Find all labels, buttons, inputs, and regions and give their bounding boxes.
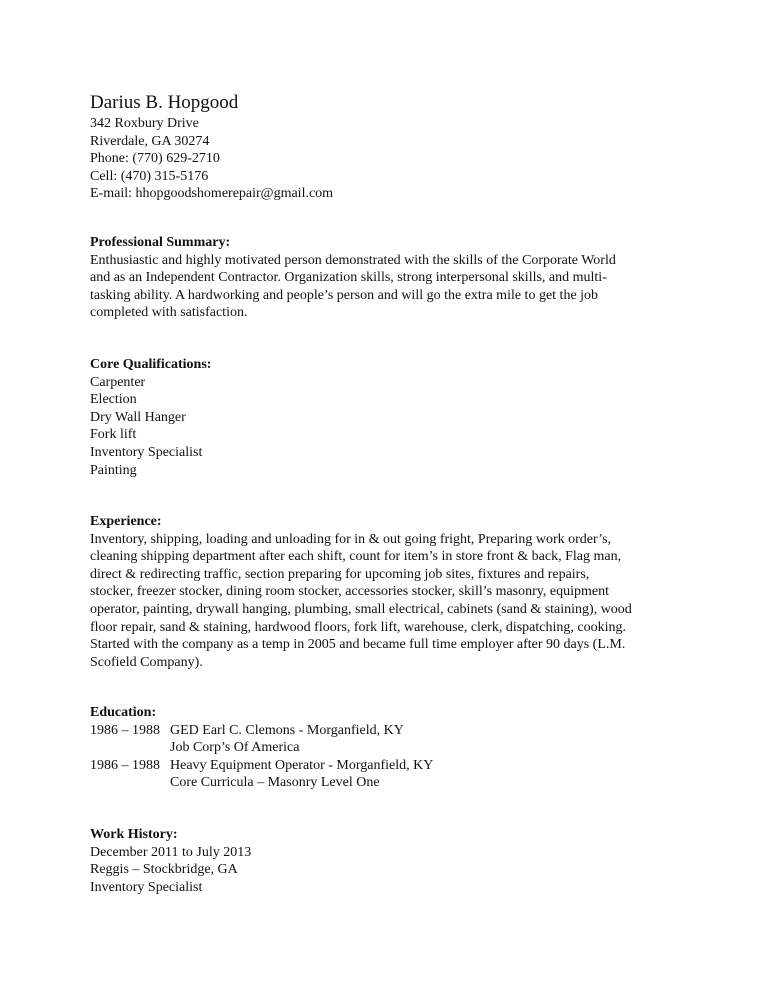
education-section [90, 704, 690, 792]
experience-line: Inventory, shipping, loading and unloading for in & out going fright, Preparing work order’s, [90, 531, 612, 547]
qualification-item: Carpenter [90, 374, 146, 390]
work-history-role: Inventory Specialist [90, 879, 203, 895]
qualification-item: Inventory Specialist [90, 444, 203, 460]
qualifications-heading: Core Qualifications: [90, 357, 212, 372]
education-entry [90, 722, 690, 740]
experience-line: Scofield Company). [90, 654, 203, 670]
education-program: GED Earl C. Clemons - Morganfield, KY [170, 722, 404, 738]
qualification-item: Election [90, 392, 137, 408]
education-curriculum: Core Curricula – Masonry Level One [170, 775, 380, 791]
summary-line: and as an Independent Contractor. Organization skills, strong interpersonal skills, and multi- [90, 270, 607, 286]
education-heading: Education: [90, 705, 157, 720]
education-program: Heavy Equipment Operator - Morganfield, KY [170, 757, 434, 773]
summary-line: completed with satisfaction. [90, 305, 248, 321]
contact-block [90, 91, 690, 203]
summary-line: tasking ability. A hardworking and people’s person and will go the extra mile to get the job [90, 287, 599, 303]
education-institution: Job Corp’s Of America [170, 740, 300, 756]
experience-line: operator, painting, drywall hanging, plumbing, small electrical, cabinets (sand & staining), wood [90, 601, 632, 617]
summary-section [90, 234, 690, 322]
address-line-1: 342 Roxbury Drive [90, 116, 199, 131]
experience-line: floor repair, sand & staining, hardwood floors, fork lift, warehouse, clerk, dispatching, cooking. [90, 619, 626, 635]
experience-line: stocker, freezer stocker, dining room stocker, accessories stocker, skill’s masonry, equipment [90, 584, 609, 600]
experience-line: Started with the company as a temp in 2005 and became full time employer after 90 days (L.M. [90, 637, 626, 653]
email-line: E-mail: hhopgoodshomerepair@gmail.com [90, 186, 334, 202]
education-years: 1986 – 1988 [90, 722, 160, 738]
work-history-section [90, 826, 690, 896]
summary-heading: Professional Summary: [90, 235, 231, 250]
education-entry [90, 757, 690, 775]
education-years: 1986 – 1988 [90, 757, 160, 773]
experience-line: cleaning shipping department after each shift, count for item’s in store front & back, Flag man, [90, 549, 622, 565]
work-history-heading: Work History: [90, 827, 178, 842]
work-history-employer: Reggis – Stockbridge, GA [90, 862, 238, 878]
phone-line: Phone: (770) 629-2710 [90, 151, 220, 167]
qualifications-section [90, 356, 690, 479]
experience-line: direct & redirecting traffic, section preparing for upcoming job sites, fixtures and repairs, [90, 566, 590, 582]
work-history-dates: December 2011 to July 2013 [90, 844, 252, 860]
qualification-item: Painting [90, 462, 137, 478]
experience-heading: Experience: [90, 514, 162, 529]
qualification-item: Fork lift [90, 427, 137, 443]
cell-line: Cell: (470) 315-5176 [90, 168, 209, 184]
qualification-item: Dry Wall Hanger [90, 409, 186, 425]
address-line-2: Riverdale, GA 30274 [90, 133, 210, 149]
summary-line: Enthusiastic and highly motivated person demonstrated with the skills of the Corporate World [90, 252, 616, 268]
experience-section [90, 513, 690, 671]
candidate-name: Darius B. Hopgood [90, 92, 239, 113]
